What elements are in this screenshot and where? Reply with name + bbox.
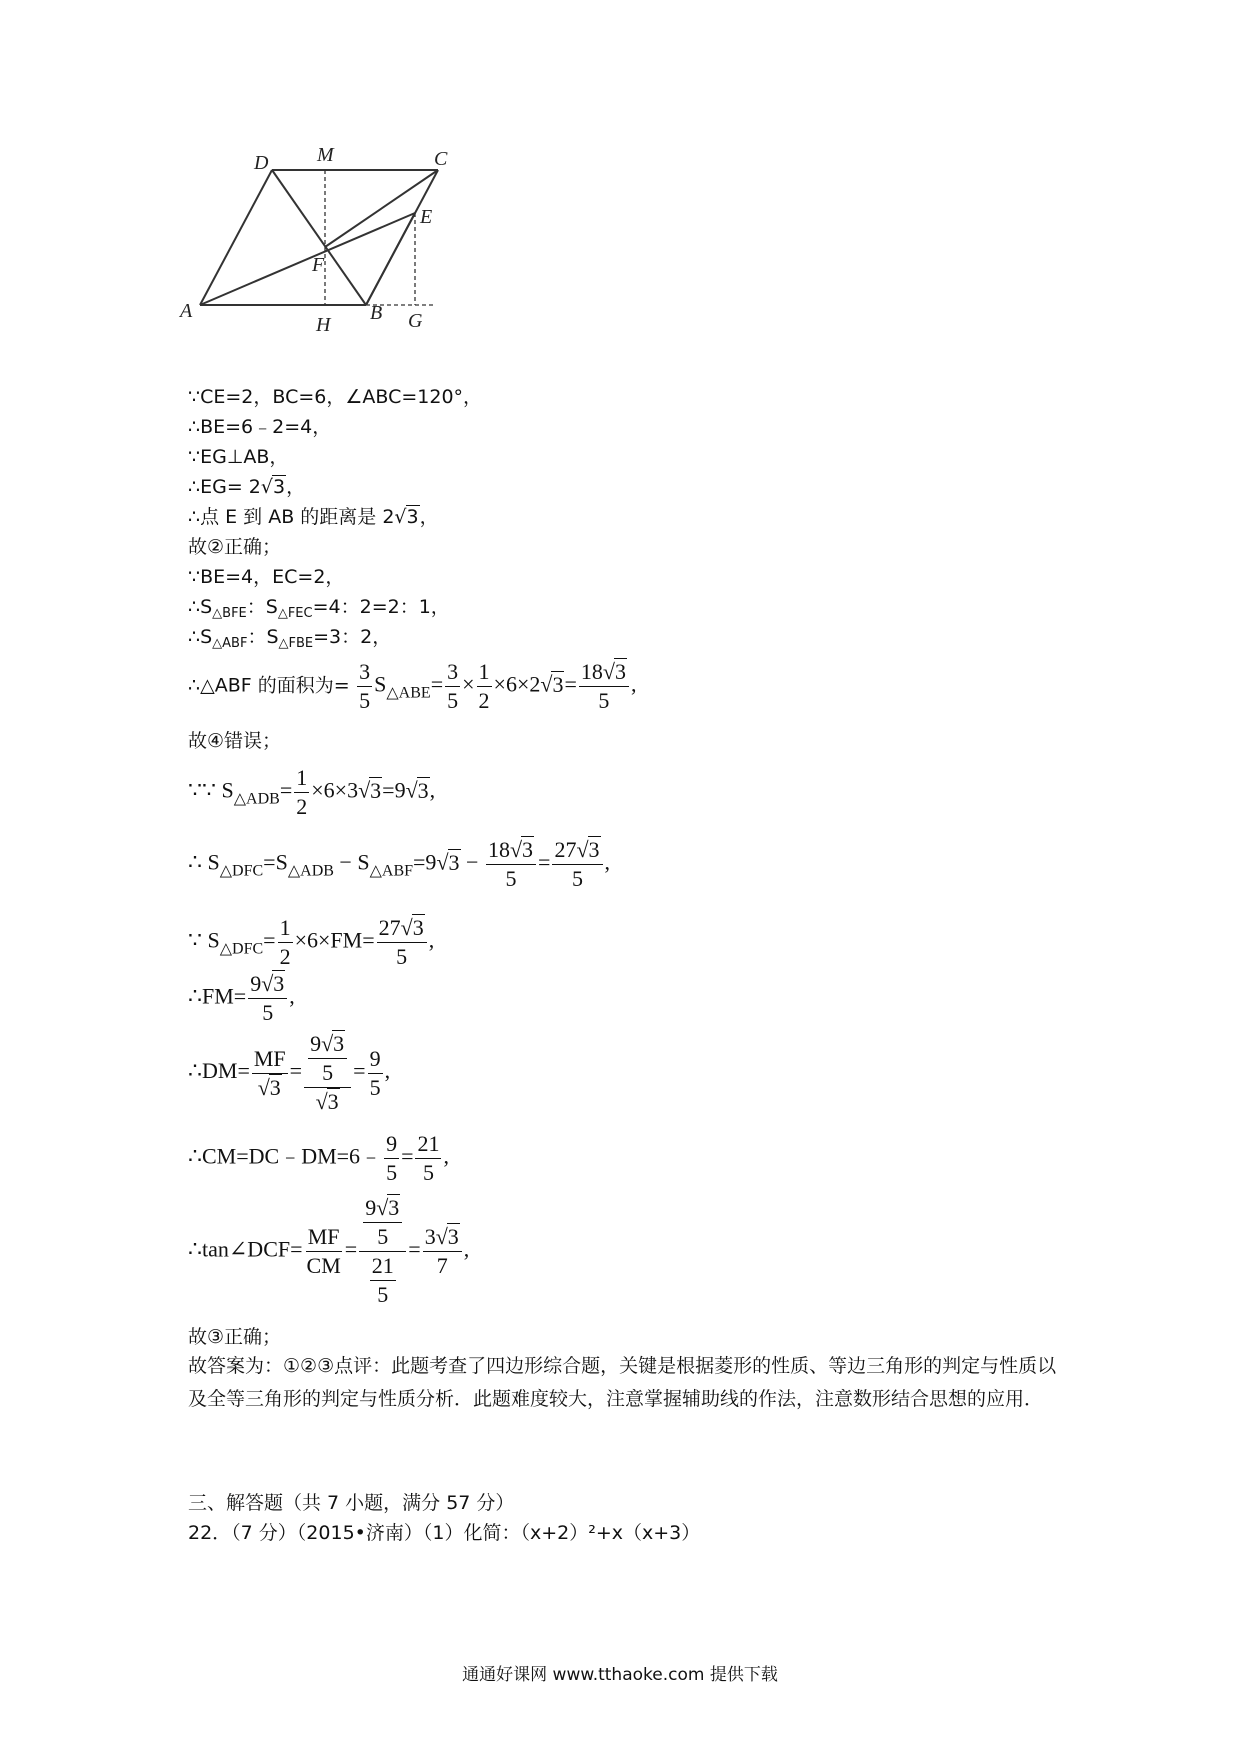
answer-comment-paragraph: 故答案为：①②③点评：此题考查了四边形综合题，关键是根据菱形的性质、等边三角形的判定与性质以及全等三角形的判定与性质分析．此题难度较大，注意掌握辅助线的作法，注意数形结合思想的应用．	[188, 1355, 1057, 1410]
formula-fm: ∴FM= $\frac{9√3}{5}$ ,	[188, 971, 295, 1025]
segment-be	[366, 213, 415, 305]
formula-area-abf: ∴△ABF 的面积为= $\frac{3}{5}$ $S_{\triangle ABE}=$ $\frac{3}{5}$ × $\frac{1}{2}$ ×6×2√3= $\frac{18√3}{5}$ ,	[188, 659, 637, 713]
line-ratio-2: $\therefore S_{\triangle ABF}$：$S_{\triangle FBE}=3$：2，	[188, 626, 392, 651]
line-conclusion-2: 故②正确；	[188, 536, 282, 558]
question-22: 22．（7 分）（2015•济南）（1）化简：（x+2）²+x（x+3）	[188, 1522, 701, 1544]
segment-da	[200, 170, 272, 305]
label-e: E	[420, 206, 433, 228]
formula-area-adb: ∵∵ $S_{\triangle ADB}=$ $\frac{1}{2}$ ×6×3√3=9√3,	[188, 765, 436, 819]
segment-ae	[200, 213, 415, 305]
formula-cm: ∴CM=DC﹣DM=6﹣ $\frac{9}{5}$ = $\frac{21}{5}$ ,	[188, 1131, 449, 1185]
line-eg-value: ∴EG= 2√3，	[188, 476, 306, 498]
section-heading: 三、解答题（共 7 小题，满分 57 分）	[188, 1492, 515, 1514]
label-c: C	[434, 148, 448, 170]
formula-dfc-fm: ∵ $S_{\triangle DFC}=$ $\frac{1}{2}$ ×6×FM= $\frac{27√3}{5}$ ,	[188, 915, 435, 969]
label-g: G	[408, 310, 423, 332]
line-distance: ∴点 E 到 AB 的距离是 2√3，	[188, 506, 439, 528]
label-b: B	[370, 302, 383, 324]
label-f: F	[312, 254, 325, 276]
segment-db	[272, 170, 366, 305]
line-conclusion-4: 故④错误；	[188, 730, 282, 752]
label-a: A	[180, 300, 193, 322]
line-conclusion-3: 故③正确；	[188, 1326, 282, 1348]
line-be-ec: ∵BE=4，EC=2，	[188, 566, 345, 588]
label-m: M	[317, 144, 334, 166]
formula-tan-dcf: ∴tan∠DCF= $\frac{MF}{CM}$ = $\frac{\frac{9√3}{5}}{\frac{21}{5}}$ = $\frac{3√3}{7}$ ,	[188, 1195, 470, 1307]
formula-dm: ∴DM= $\frac{MF}{√3}$ = $\frac{\frac{9√3}{5}}{√3}$ = $\frac{9}{5}$ ,	[188, 1031, 391, 1114]
line-be: ∴BE=6﹣2=4，	[188, 416, 332, 438]
geometry-figure	[180, 144, 500, 370]
line-ratio-1: $\therefore S_{\triangle BFE}$：$S_{\triangle FEC}=4$：2=2：1，	[188, 596, 450, 621]
page-footer: 通通好课网 www.tthaoke.com 提供下载	[462, 1665, 778, 1685]
label-h: H	[316, 314, 331, 336]
line-eg-perp: ∵EG⊥AB，	[188, 446, 289, 468]
label-d: D	[254, 152, 269, 174]
formula-area-dfc: ∴ $S_{\triangle DFC}=S_{\triangle ADB} - S_{\triangle ABF}=9√3$ − $\frac{18√3}{5}$ = $\frac{27√3}{5}$ ,	[188, 837, 611, 891]
line-ce-bc: ∵CE=2，BC=6，∠ABC=120°，	[188, 386, 483, 408]
